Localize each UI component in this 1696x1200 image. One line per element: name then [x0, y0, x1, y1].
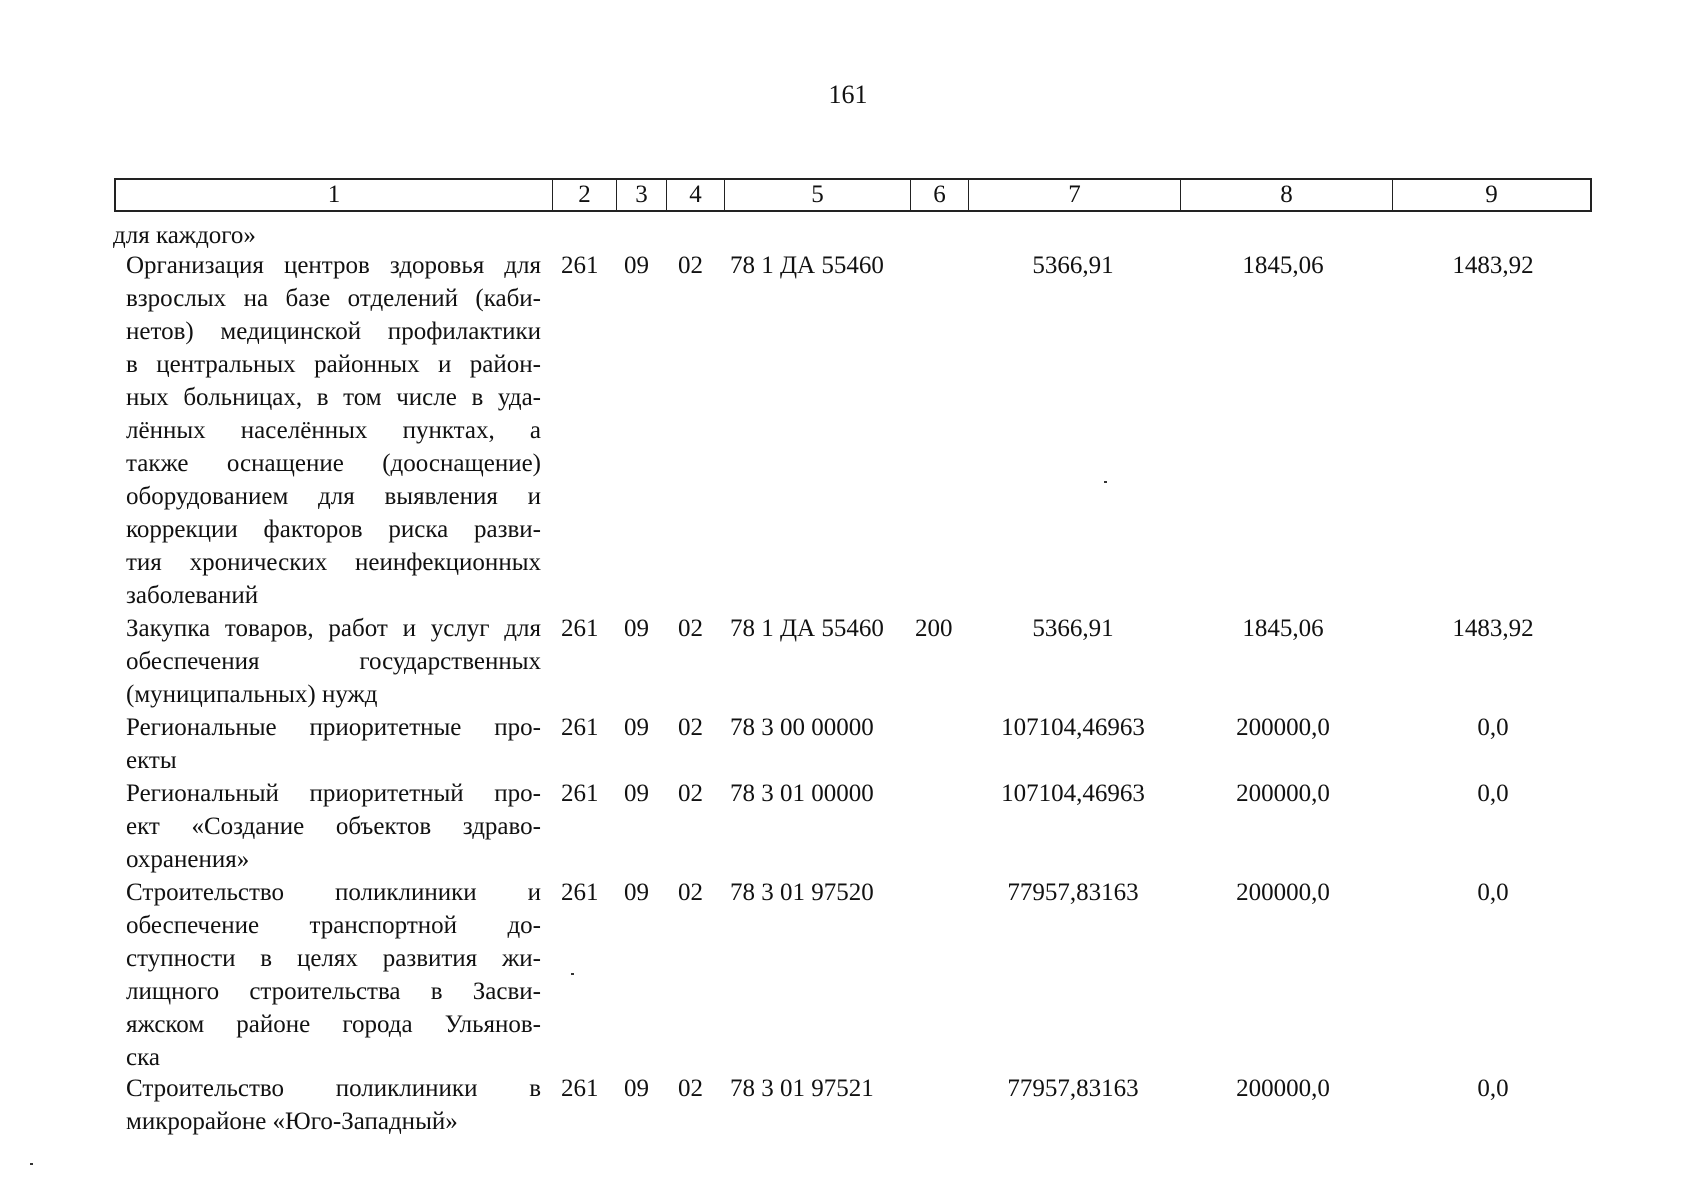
- cell-col-3: 09: [624, 780, 649, 807]
- cell-col-4: 02: [678, 879, 703, 906]
- header-col-5: 5: [724, 180, 910, 210]
- row-description: [113, 219, 528, 252]
- cell-col-4: 02: [678, 714, 703, 741]
- cell-col-5: 78 1 ДА 55460: [730, 615, 884, 642]
- desc-line: взрослых на базе отделений (каби-: [126, 285, 541, 312]
- cell-col-2: 261: [561, 1075, 599, 1102]
- row-description: [126, 777, 541, 876]
- cell-col-8: 200000,0: [1236, 1075, 1330, 1102]
- cell-col-2: 261: [561, 714, 599, 741]
- header-col-3: 3: [616, 180, 666, 210]
- cell-col-5: 78 3 01 97521: [730, 1075, 874, 1102]
- cell-col-2: 261: [561, 879, 599, 906]
- cell-col-3: 09: [624, 714, 649, 741]
- cell-col-7: 77957,83163: [1007, 1075, 1139, 1102]
- header-col-7: 7: [968, 180, 1180, 210]
- desc-line: также оснащение (дооснащение): [126, 450, 541, 477]
- cell-col-3: 09: [624, 615, 649, 642]
- cell-col-4: 02: [678, 780, 703, 807]
- cell-col-2: 261: [561, 252, 599, 279]
- row-description: [126, 1072, 541, 1138]
- row-description: [126, 876, 541, 1074]
- cell-col-7: 77957,83163: [1007, 879, 1139, 906]
- cell-col-4: 02: [678, 615, 703, 642]
- cell-col-4: 02: [678, 252, 703, 279]
- desc-line: лённых населённых пунктах, а: [126, 417, 541, 444]
- cell-col-8: 200000,0: [1236, 714, 1330, 741]
- cell-col-7: 107104,46963: [1001, 714, 1145, 741]
- scan-speck: [1104, 481, 1107, 483]
- desc-line: заболеваний: [126, 582, 259, 609]
- cell-col-8: 1845,06: [1242, 615, 1324, 642]
- desc-line: нетов) медицинской профилактики: [126, 318, 541, 345]
- desc-line: ступности в целях развития жи-: [126, 945, 541, 972]
- desc-line: Организация центров здоровья для: [126, 252, 541, 279]
- cell-col-5: 78 3 00 00000: [730, 714, 874, 741]
- cell-col-9: 0,0: [1477, 780, 1509, 807]
- header-col-4: 4: [666, 180, 724, 210]
- header-col-9: 9: [1392, 180, 1590, 210]
- desc-line: (муниципальных) нужд: [126, 681, 378, 708]
- scan-speck: [30, 1163, 33, 1165]
- row-description: [126, 249, 541, 612]
- row-description: [126, 711, 541, 777]
- page-number: 161: [828, 80, 868, 109]
- desc-line: оборудованием для выявления и: [126, 483, 541, 510]
- header-col-2: 2: [552, 180, 616, 210]
- cell-col-8: 200000,0: [1236, 879, 1330, 906]
- desc-line: микрорайоне «Юго-Западный»: [126, 1108, 458, 1135]
- scan-speck: [571, 973, 574, 975]
- desc-line: в центральных районных и район-: [126, 351, 541, 378]
- desc-line: Строительство поликлиники и: [126, 879, 541, 906]
- header-col-6: 6: [910, 180, 968, 210]
- desc-line: Региональные приоритетные про-: [126, 714, 541, 741]
- desc-line: екты: [126, 747, 177, 774]
- cell-col-4: 02: [678, 1075, 703, 1102]
- cell-col-8: 1845,06: [1242, 252, 1324, 279]
- cell-col-9: 0,0: [1477, 879, 1509, 906]
- cell-col-2: 261: [561, 615, 599, 642]
- cell-col-5: 78 3 01 97520: [730, 879, 874, 906]
- cell-col-7: 5366,91: [1032, 615, 1114, 642]
- cell-col-3: 09: [624, 252, 649, 279]
- desc-line: Региональный приоритетный про-: [126, 780, 541, 807]
- desc-line: обеспечения государственных: [126, 648, 541, 675]
- header-col-1: 1: [327, 181, 341, 208]
- desc-line: для каждого»: [113, 222, 256, 249]
- desc-line: тия хронических неинфекционных: [126, 549, 541, 576]
- desc-line: яжском районе города Ульянов-: [126, 1011, 541, 1038]
- cell-col-5: 78 3 01 00000: [730, 780, 874, 807]
- desc-line: Строительство поликлиники в: [126, 1075, 541, 1102]
- cell-col-9: 1483,92: [1452, 615, 1534, 642]
- desc-line: коррекции факторов риска разви-: [126, 516, 541, 543]
- table-header: [114, 178, 1592, 212]
- cell-col-3: 09: [624, 1075, 649, 1102]
- cell-col-7: 5366,91: [1032, 252, 1114, 279]
- cell-col-3: 09: [624, 879, 649, 906]
- desc-line: обеспечение транспортной до-: [126, 912, 541, 939]
- cell-col-2: 261: [561, 780, 599, 807]
- cell-col-9: 1483,92: [1452, 252, 1534, 279]
- cell-col-7: 107104,46963: [1001, 780, 1145, 807]
- desc-line: охранения»: [126, 846, 250, 873]
- cell-col-5: 78 1 ДА 55460: [730, 252, 884, 279]
- desc-line: ска: [126, 1044, 160, 1071]
- header-col-8: 8: [1180, 180, 1392, 210]
- desc-line: ных больницах, в том числе в уда-: [126, 384, 541, 411]
- cell-col-8: 200000,0: [1236, 780, 1330, 807]
- desc-line: ект «Создание объектов здраво-: [126, 813, 541, 840]
- row-description: [126, 612, 541, 711]
- cell-col-9: 0,0: [1477, 714, 1509, 741]
- cell-col-9: 0,0: [1477, 1075, 1509, 1102]
- desc-line: лищного строительства в Засви-: [126, 978, 541, 1005]
- desc-line: Закупка товаров, работ и услуг для: [126, 615, 541, 642]
- cell-col-6: 200: [915, 615, 953, 642]
